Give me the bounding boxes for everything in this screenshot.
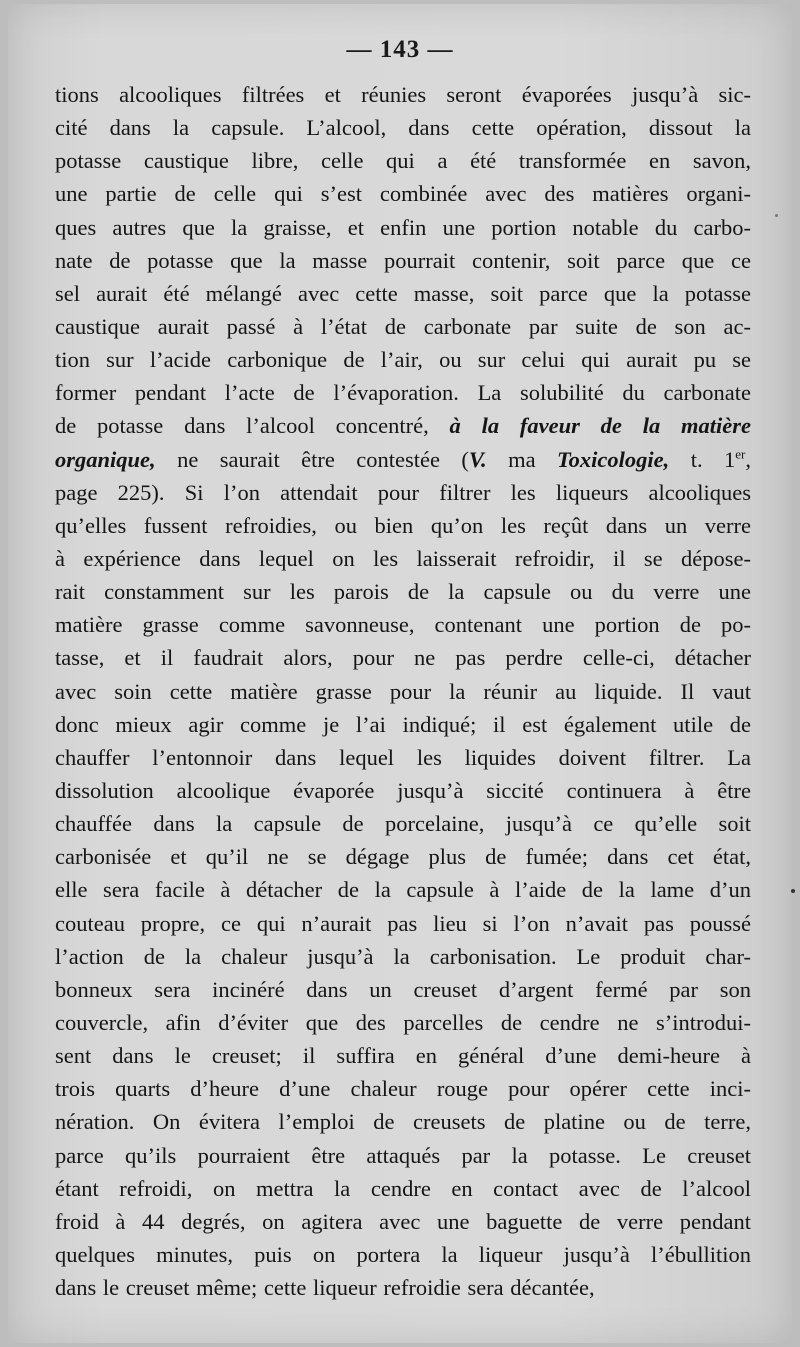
text-segment: de potasse dans l’alcool concentré, [55,413,450,439]
text-line: couvercle, afin d’éviter que des parcelles de cendre ne s’introdui- [55,1009,751,1035]
superscript: er [735,446,746,462]
text-line [55,443,751,476]
text-segment: ne saurait être contestée ( [155,446,469,472]
body-text [55,78,751,1304]
text-line: rait constamment sur les parois de la capsule ou du verre une [55,579,751,605]
text-line: dans le creuset même; cette liqueur refroidie sera décantée, [55,1275,595,1301]
italic-text: Toxicologie, [556,446,670,472]
text-line: nate de potasse que la masse pourrait contenir, soit parce que ce [55,247,751,273]
text-line: potasse caustique libre, celle qui a été transformée en savon, [55,148,751,174]
text-line: sent dans le creuset; il suffira en général d’une demi-heure à [55,1043,751,1069]
book-page [8,4,792,1343]
text-line: avec soin cette matière grasse pour la réunir au liquide. Il vaut [55,678,751,704]
text-line: dissolution alcoolique évaporée jusqu’à siccité continuera à être [55,777,751,803]
text-line: former pendant l’acte de l’évaporation. La solubilité du carbonate [55,380,751,406]
page-number: — 143 — [346,36,454,63]
text-line: nération. On évitera l’emploi de creusets de platine ou de terre, [55,1109,751,1135]
text-line: froid à 44 degrés, on agitera avec une baguette de verre pendant [55,1208,751,1234]
text-line: à expérience dans lequel on les laisserait refroidir, il se dépose- [55,545,751,571]
text-line: tion sur l’acide carbonique de l’air, ou sur celui qui aurait pu se [55,347,751,373]
text-line: quelques minutes, puis on portera la liqueur jusqu’à l’ébullition [55,1241,751,1267]
text-line: parce qu’ils pourraient être attaqués par la potasse. Le creuset [55,1142,751,1168]
italic-text: à la faveur de la matière [449,413,751,439]
text-line: ques autres que la graisse, et enfin une portion notable du carbo- [55,214,751,240]
text-line: l’action de la chaleur jusqu’à la carbonisation. Le produit char- [55,943,751,969]
text-line: matière grasse comme savonneuse, contenant une portion de po- [55,612,751,638]
text-line: carbonisée et qu’il ne se dégage plus de fumée; dans cet état, [55,844,751,870]
text-line: caustique aurait passé à l’état de carbonate par suite de son ac- [55,313,751,339]
text-line: cité dans la capsule. L’alcool, dans cette opération, dissout la [55,115,751,141]
ink-speck [791,889,795,893]
text-line: tasse, et il faudrait alors, pour ne pas perdre celle-ci, détacher [55,645,751,671]
text-line: page 225). Si l’on attendait pour filtrer les liqueurs alcooliques [55,479,751,505]
text-line: tions alcooliques filtrées et réunies seront évaporées jusqu’à sic- [55,82,751,107]
text-segment: , [745,446,751,472]
text-line: étant refroidi, on mettra la cendre en contact avec de l’alcool [55,1175,751,1201]
text-segment: t. 1 [669,446,736,472]
text-line: bonneux sera incinéré dans un creuset d’argent fermé par son [55,976,751,1002]
text-line: elle sera facile à détacher de la capsule à l’aide de la lame d’un [55,877,751,903]
ink-speck [775,214,778,217]
text-line: chauffer l’entonnoir dans lequel les liquides doivent filtrer. La [55,744,751,770]
text-line: sel aurait été mélangé avec cette masse, soit parce que la potasse [55,280,751,306]
text-segment: ma [486,446,557,472]
text-line: donc mieux agir comme je l’ai indiqué; il est également utile de [55,711,751,737]
italic-text: organique, [55,446,156,472]
text-line [55,409,751,442]
text-line: une partie de celle qui s’est combinée avec des matières organi- [55,181,751,207]
italic-text: V. [468,446,487,472]
text-line: couteau propre, ce qui n’aurait pas lieu si l’on n’avait pas poussé [55,910,751,936]
text-line: trois quarts d’heure d’une chaleur rouge pour opérer cette inci- [55,1076,751,1102]
text-line: chauffée dans la capsule de porcelaine, jusqu’à ce qu’elle soit [55,811,751,837]
text-line: qu’elles fussent refroidies, ou bien qu’on les reçût dans un verre [55,512,751,538]
